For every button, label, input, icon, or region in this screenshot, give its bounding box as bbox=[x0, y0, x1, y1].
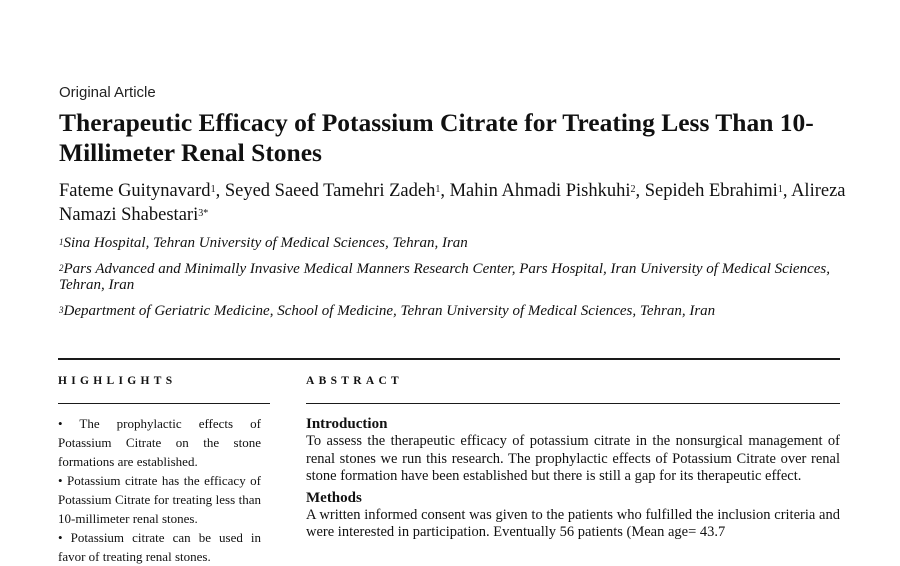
highlights-list bbox=[58, 414, 261, 566]
affiliation-2-marker: 2 bbox=[59, 263, 64, 273]
author-affiliation-marker: 1 bbox=[777, 184, 783, 195]
author-affiliation-marker: 1 bbox=[435, 184, 441, 195]
highlight-item: • Potassium citrate can be used in favor of treating renal stones. bbox=[58, 530, 261, 564]
author-name: Alireza Namazi Shabestari bbox=[59, 181, 846, 225]
author-name: Mahin Ahmadi Pishkuhi bbox=[449, 181, 631, 201]
abstract-heading: ABSTRACT bbox=[306, 375, 404, 387]
affiliation-1-marker: 1 bbox=[59, 237, 64, 247]
abstract-methods-text: A written informed consent was given to the patients who fulfilled the inclusion criteria and were interested in participation. Eventually 56 patients (Mean age= 43.7 bbox=[306, 506, 840, 540]
highlight-item: • The prophylactic effects of Potassium Citrate on the stone formations are established. bbox=[58, 416, 261, 469]
abstract-methods-heading: Methods bbox=[306, 489, 362, 506]
abstract-divider bbox=[306, 403, 840, 404]
article-title: Therapeutic Efficacy of Potassium Citrate for Treating Less Than 10-Millimeter Renal Stones bbox=[59, 108, 814, 167]
author-affiliation-marker: 2 bbox=[630, 184, 636, 195]
affiliation-1 bbox=[59, 235, 849, 251]
affiliation-2 bbox=[59, 261, 849, 293]
abstract-introduction-heading: Introduction bbox=[306, 416, 388, 432]
affiliation-3-text: Department of Geriatric Medicine, School of Medicine, Tehran University of Medical Sciences, Tehran, Iran bbox=[63, 303, 716, 319]
abstract-introduction-text: To assess the therapeutic efficacy of potassium citrate in the nonsurgical management of renal stones we run this research. The prophylactic effects of Potassium Citrate over renal stone formation have been established but there is still a gap for its therapeutic effect. bbox=[306, 433, 840, 484]
author-name: Seyed Saeed Tamehri Zadeh bbox=[224, 181, 436, 201]
article-type-label: Original Article bbox=[59, 84, 156, 101]
author-list: Fateme Guitynavard$^1$, Seyed Saeed Tamehri Zadeh$^1$, Mahin Ahmadi Pishkuhi$^2$, Sepideh Ebrahimi$^1$, Alireza Namazi Shabestari$^{3*}$ bbox=[59, 181, 846, 225]
section-divider bbox=[58, 358, 840, 360]
affiliation-2-text: Pars Advanced and Minimally Invasive Medical Manners Research Center, Pars Hospital, Iran University of Medical Sciences, Tehran, Iran bbox=[59, 261, 830, 293]
affiliation-3-marker: 3 bbox=[59, 305, 64, 315]
author-affiliation-marker: 1 bbox=[210, 184, 216, 195]
highlights-divider bbox=[58, 403, 270, 404]
author-name: Sepideh Ebrahimi bbox=[644, 181, 778, 201]
highlight-item: • Potassium citrate has the efficacy of Potassium Citrate for treating less than 10-millimeter renal stones. bbox=[58, 473, 261, 526]
author-affiliation-marker: 3* bbox=[198, 208, 209, 219]
highlights-heading: HIGHLIGHTS bbox=[58, 375, 177, 387]
author-name: Fateme Guitynavard bbox=[59, 181, 211, 201]
affiliation-3 bbox=[59, 303, 849, 319]
abstract-body bbox=[306, 415, 840, 545]
affiliation-1-text: Sina Hospital, Tehran University of Medical Sciences, Tehran, Iran bbox=[63, 235, 468, 251]
